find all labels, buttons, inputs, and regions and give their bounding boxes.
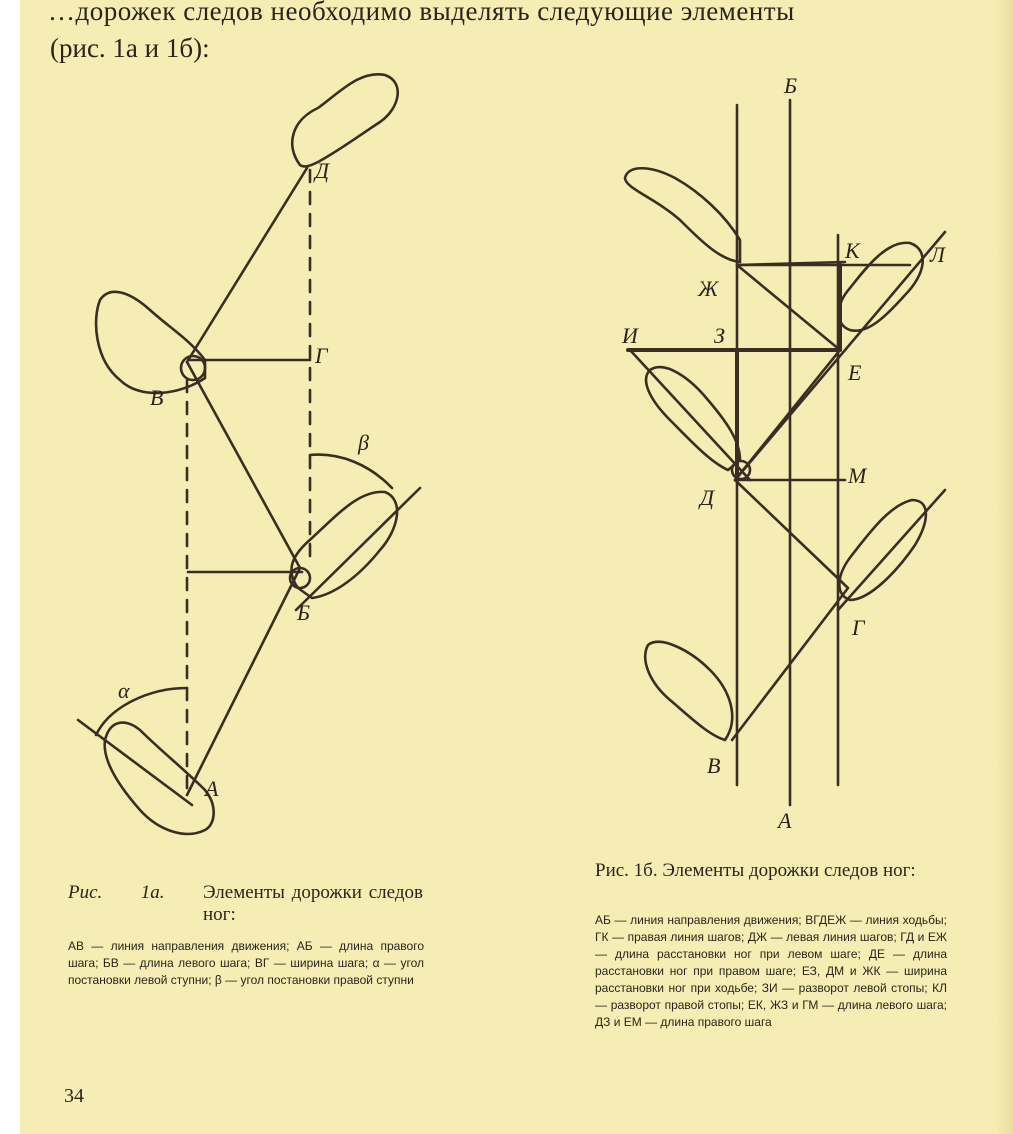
footprint-v bbox=[645, 642, 732, 740]
footprint-zh bbox=[625, 168, 740, 262]
label-e: Е bbox=[848, 360, 862, 385]
figure-1b-drawing bbox=[625, 100, 945, 805]
line-v-d bbox=[187, 168, 307, 362]
page-headline: …дорожек следов необходимо выделять следующие элементы bbox=[48, 0, 795, 26]
label-g: Г bbox=[852, 615, 865, 640]
footprint-d bbox=[292, 74, 398, 166]
label-v: В bbox=[707, 753, 721, 778]
caption-1a-text: АВ — линия направления движения; АБ — длина правого шага; БВ — длина левого шага; ВГ — ширина шага; α — угол постановки левой ступни; β — угол постановки правой ступни bbox=[68, 939, 424, 987]
caption-1a-number: 1а. bbox=[140, 882, 165, 903]
label-zh: Ж bbox=[698, 276, 719, 301]
axis-left-foot bbox=[630, 350, 750, 480]
label-m: М bbox=[848, 463, 867, 488]
figure-1b-labels bbox=[621, 73, 946, 833]
label-beta: β bbox=[358, 430, 369, 455]
label-k: К bbox=[845, 238, 860, 263]
label-b: Б bbox=[784, 73, 797, 98]
label-z: З bbox=[714, 323, 725, 348]
caption-1b-title: Рис. 1б. Элементы дорожки следов ног: bbox=[595, 860, 916, 881]
figure-1a-labels bbox=[118, 158, 369, 801]
label-g: Г bbox=[315, 343, 328, 368]
axis-b bbox=[296, 488, 420, 610]
line-b-v bbox=[187, 362, 300, 568]
label-v: В bbox=[150, 385, 164, 410]
label-d: Д bbox=[315, 158, 329, 183]
caption-1a-label: Рис. bbox=[68, 882, 103, 903]
caption-1a-heading: Элементы дорожки следов ног: bbox=[202, 882, 423, 925]
footprint-a bbox=[105, 723, 214, 834]
caption-1a-title bbox=[68, 882, 423, 926]
label-l: Л bbox=[930, 242, 945, 267]
label-a: А bbox=[778, 808, 792, 833]
label-d: Д bbox=[700, 485, 714, 510]
line-a-b bbox=[187, 568, 300, 795]
figure-reference: (рис. 1а и 1б): bbox=[50, 33, 210, 63]
label-a: А bbox=[205, 776, 219, 801]
label-alpha: α bbox=[118, 678, 130, 703]
caption-1b-text: АБ — линия направления движения; ВГДЕЖ — линия ходьбы; ГК — правая линия шагов; ДЖ — левая линия шагов; ГД и ЕЖ — длина расстановки ног при левом шаге; ДЕ — длина расстановки ног при правом шаге; ЕЗ, ДМ и ЖК — ширина расстановки ног при ходьбе; ЗИ — разворот левой стопы; КЛ — разворот правой стопы; ЕК, ЖЗ и ГМ — длина левого шага; ДЗ и ЕМ — длина правого шага bbox=[595, 913, 947, 1029]
footprint-g bbox=[839, 500, 926, 600]
axis-right-foot-g bbox=[838, 490, 945, 610]
label-b: Б bbox=[297, 600, 310, 625]
footprint-b bbox=[291, 492, 397, 598]
page-number: 34 bbox=[64, 1085, 84, 1107]
label-i: И bbox=[622, 323, 638, 348]
angle-beta-arc bbox=[310, 455, 392, 488]
